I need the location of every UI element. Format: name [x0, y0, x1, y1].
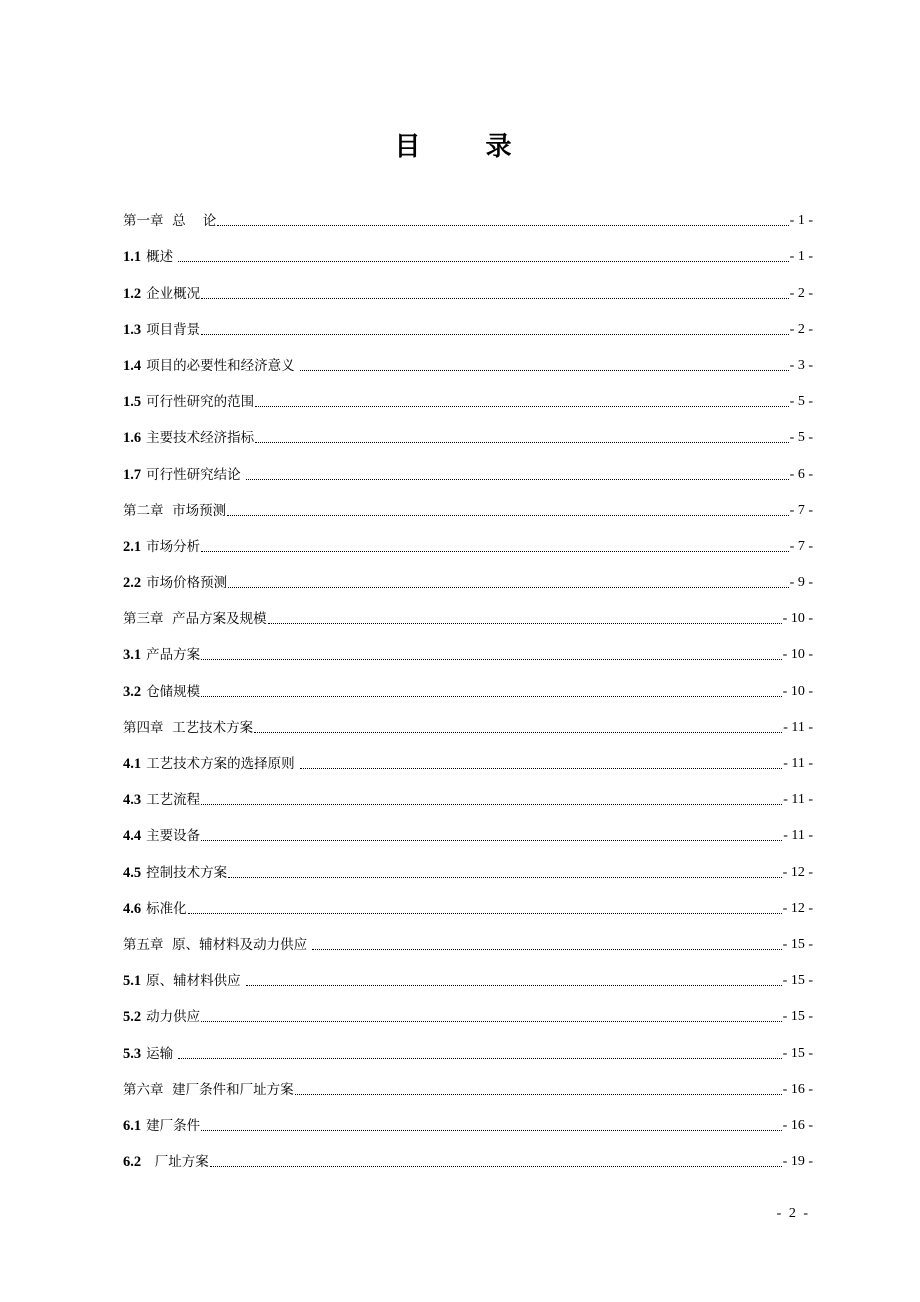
toc-entry-label: 概述	[146, 249, 178, 266]
toc-section-number: 2.2	[123, 575, 142, 592]
toc-section-entry[interactable]	[123, 270, 813, 306]
toc-page-number: - 11 -	[783, 719, 813, 735]
toc-dot-leader	[228, 877, 782, 878]
toc-section-entry[interactable]	[123, 1103, 813, 1139]
toc-page-number: - 11 -	[783, 756, 813, 771]
toc-page-number: - 11 -	[783, 792, 813, 808]
toc-page-number: - 3 -	[789, 357, 813, 373]
toc-entry-label: 第三章 产品方案及规模	[123, 611, 267, 628]
toc-page-number: - 7 -	[789, 502, 813, 518]
toc-section-entry[interactable]	[123, 849, 813, 885]
toc-dot-leader	[201, 551, 789, 552]
toc-entry-label: 市场价格预测	[146, 575, 228, 592]
toc-section-entry[interactable]	[123, 886, 813, 922]
toc-page-number: - 9 -	[789, 575, 813, 591]
toc-section-number: 5.3	[123, 1045, 142, 1062]
toc-entry-label: 主要技术经济指标	[146, 430, 255, 447]
toc-section-entry[interactable]	[123, 343, 813, 379]
toc-section-entry[interactable]	[123, 524, 813, 560]
toc-section-number: 4.4	[123, 828, 142, 845]
toc-section-entry[interactable]	[123, 451, 813, 487]
toc-section-entry[interactable]	[123, 632, 813, 668]
toc-page-number: - 12 -	[782, 864, 813, 880]
toc-page-number: - 15 -	[782, 936, 813, 952]
toc-dot-leader	[217, 225, 788, 226]
toc-entry-label: 厂址方案	[146, 1154, 209, 1171]
toc-entry-label: 市场分析	[146, 538, 201, 555]
toc-page-number: - 6 -	[789, 466, 813, 482]
toc-entry-label: 运输	[146, 1045, 178, 1062]
toc-dot-leader	[201, 1021, 782, 1022]
toc-dot-leader	[201, 804, 782, 805]
toc-section-number: 4.5	[123, 864, 142, 881]
toc-chapter-entry[interactable]	[123, 488, 813, 524]
toc-page-number: - 15 -	[782, 973, 813, 989]
toc-entry-label: 主要设备	[146, 828, 201, 845]
toc-dot-leader	[201, 659, 782, 660]
toc-dot-leader	[300, 768, 782, 769]
toc-chapter-entry[interactable]	[123, 1067, 813, 1103]
toc-dot-leader	[246, 479, 789, 480]
toc-dot-leader	[255, 406, 789, 407]
toc-page-number: - 1 -	[789, 213, 813, 229]
toc-section-entry[interactable]	[123, 379, 813, 415]
toc-dot-leader	[312, 949, 781, 950]
toc-section-number: 1.1	[123, 249, 142, 266]
toc-section-number: 1.7	[123, 466, 142, 483]
toc-dot-leader	[178, 1058, 781, 1059]
toc-entry-label: 原、辅材料供应	[146, 973, 245, 990]
toc-dot-leader	[201, 334, 789, 335]
toc-section-number: 1.6	[123, 430, 142, 447]
page-title: 目 录	[394, 132, 540, 162]
toc-dot-leader	[178, 261, 788, 262]
toc-dot-leader	[210, 1166, 782, 1167]
table-of-contents	[123, 198, 813, 1175]
toc-section-entry[interactable]	[123, 1139, 813, 1175]
toc-dot-leader	[228, 587, 789, 588]
toc-entry-label: 第四章 工艺技术方案	[123, 719, 254, 736]
toc-section-number: 1.5	[123, 394, 142, 411]
toc-page-number: - 2 -	[789, 321, 813, 337]
toc-page-number: - 15 -	[782, 1045, 813, 1061]
toc-entry-label: 仓储规模	[146, 683, 201, 700]
toc-page-number: - 2 -	[789, 285, 813, 301]
toc-entry-label: 工艺技术方案的选择原则	[146, 756, 299, 772]
toc-entry-label: 产品方案	[146, 647, 201, 664]
toc-page-number: - 16 -	[782, 1081, 813, 1097]
toc-section-entry[interactable]	[123, 994, 813, 1030]
toc-dot-leader	[255, 442, 789, 443]
toc-section-number: 1.2	[123, 285, 142, 302]
toc-dot-leader	[201, 696, 782, 697]
toc-section-number: 5.2	[123, 1009, 142, 1026]
toc-entry-label: 标准化	[146, 900, 187, 917]
toc-section-entry[interactable]	[123, 958, 813, 994]
toc-section-number: 4.3	[123, 792, 142, 809]
toc-dot-leader	[300, 370, 789, 371]
toc-page-number: - 5 -	[789, 430, 813, 446]
toc-entry-label: 项目的必要性和经济意义	[146, 357, 299, 374]
toc-dot-leader	[188, 913, 782, 914]
toc-entry-label: 动力供应	[146, 1009, 201, 1026]
toc-section-number: 2.1	[123, 538, 142, 555]
toc-page-number: - 10 -	[782, 683, 813, 699]
toc-dot-leader	[201, 840, 782, 841]
toc-dot-leader	[254, 732, 782, 733]
toc-section-number: 5.1	[123, 973, 142, 990]
toc-page-number: - 5 -	[789, 394, 813, 410]
toc-entry-label: 工艺流程	[146, 792, 201, 809]
toc-dot-leader	[246, 985, 782, 986]
toc-page-number: - 1 -	[789, 249, 813, 265]
toc-section-entry[interactable]	[123, 307, 813, 343]
toc-entry-label: 第一章 总 论	[123, 213, 217, 230]
toc-page-number: - 19 -	[782, 1154, 813, 1170]
toc-chapter-entry[interactable]	[123, 705, 813, 741]
toc-entry-label: 第二章 市场预测	[123, 502, 227, 519]
toc-section-number: 1.4	[123, 357, 142, 374]
toc-dot-leader	[268, 623, 782, 624]
toc-section-entry[interactable]	[123, 415, 813, 451]
toc-entry-label: 项目背景	[146, 321, 201, 338]
toc-section-entry[interactable]	[123, 1030, 813, 1066]
toc-page-number: - 11 -	[783, 828, 813, 844]
toc-chapter-entry[interactable]	[123, 922, 813, 958]
toc-entry-label: 第六章 建厂条件和厂址方案	[123, 1081, 294, 1098]
toc-page-number: - 16 -	[782, 1117, 813, 1133]
toc-entry-label: 可行性研究结论	[146, 466, 245, 483]
toc-page-number: - 10 -	[782, 611, 813, 627]
toc-section-number: 1.3	[123, 321, 142, 338]
toc-entry-label: 企业概况	[146, 285, 201, 302]
toc-section-entry[interactable]	[123, 234, 813, 270]
toc-section-number: 4.1	[123, 756, 142, 772]
toc-section-number: 6.1	[123, 1117, 142, 1134]
toc-page-number: - 12 -	[782, 900, 813, 916]
toc-section-entry[interactable]	[123, 741, 813, 777]
toc-page-number: - 7 -	[789, 538, 813, 554]
toc-section-entry[interactable]	[123, 668, 813, 704]
toc-section-entry[interactable]	[123, 813, 813, 849]
toc-page-number: - 10 -	[782, 647, 813, 663]
toc-dot-leader	[201, 298, 789, 299]
toc-dot-leader	[295, 1094, 782, 1095]
toc-entry-label: 建厂条件	[146, 1117, 201, 1134]
toc-entry-label: 可行性研究的范围	[146, 394, 255, 411]
toc-section-number: 3.2	[123, 683, 142, 700]
toc-section-number: 6.2	[123, 1154, 142, 1171]
toc-section-entry[interactable]	[123, 777, 813, 813]
toc-page-number: - 15 -	[782, 1009, 813, 1025]
toc-section-number: 4.6	[123, 900, 142, 917]
page-number: - 2 -	[776, 1206, 810, 1221]
toc-chapter-entry[interactable]	[123, 198, 813, 234]
toc-entry-label: 控制技术方案	[146, 864, 228, 881]
toc-entry-label: 第五章 原、辅材料及动力供应	[123, 936, 312, 953]
toc-dot-leader	[201, 1130, 782, 1131]
toc-section-number: 3.1	[123, 647, 142, 664]
toc-section-entry[interactable]	[123, 560, 813, 596]
toc-chapter-entry[interactable]	[123, 596, 813, 632]
toc-dot-leader	[227, 515, 789, 516]
